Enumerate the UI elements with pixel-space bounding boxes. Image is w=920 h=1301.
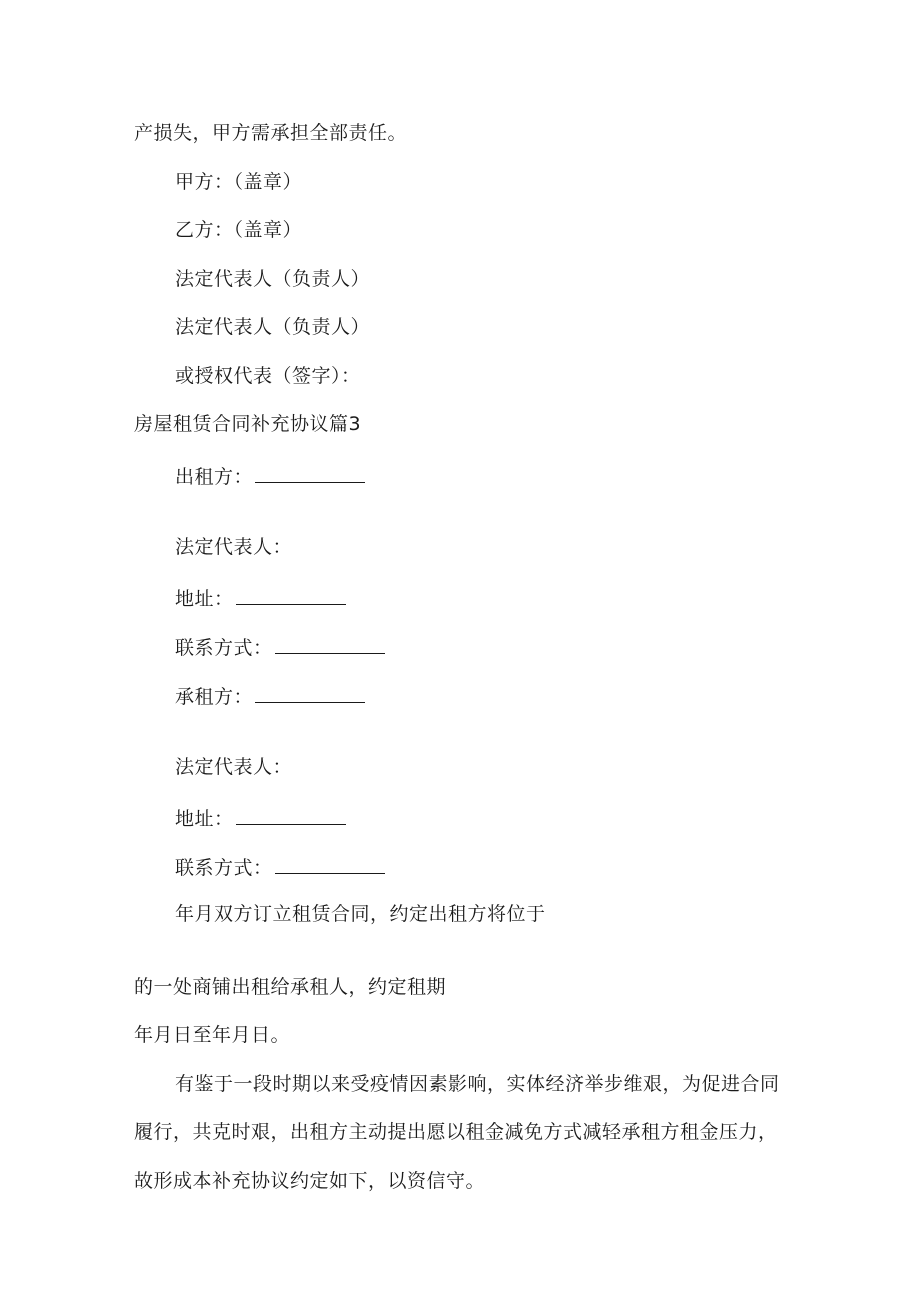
lessor-address-label: 地址： — [175, 588, 234, 610]
authorized-rep-line: 或授权代表（签字）： — [175, 365, 361, 387]
lessee-address-label: 地址： — [175, 808, 234, 830]
lessee-field — [175, 682, 365, 709]
lessor-label: 出租方： — [175, 466, 254, 488]
lessor-address-field — [175, 584, 346, 611]
lessee-contact-field — [175, 853, 385, 880]
lessor-contact-field — [175, 633, 385, 660]
paragraph-relief-line-1: 有鉴于一段时期以来受疫情因素影响，实体经济举步维艰，为促进合同 — [175, 1073, 780, 1095]
paragraph-contract-date: 年月双方订立租赁合同，约定出租方将位于 — [175, 903, 546, 925]
lessee-address-field — [175, 804, 346, 831]
paragraph-shop-lease: 的一处商铺出租给承租人，约定租期 — [134, 976, 447, 998]
lessor-contact-blank — [275, 633, 385, 654]
section-heading: 房屋租赁合同补充协议篇3 — [134, 413, 362, 435]
lessee-label: 承租方： — [175, 686, 254, 708]
text-line-liability: 产损失，甲方需承担全部责任。 — [134, 122, 408, 144]
lessee-legal-rep: 法定代表人： — [175, 756, 293, 778]
paragraph-relief-line-3: 故形成本补充协议约定如下，以资信守。 — [134, 1170, 486, 1192]
party-b-seal: 乙方：（盖章） — [175, 219, 303, 241]
paragraph-relief-line-2: 履行，共克时艰，出租方主动提出愿以租金减免方式减轻承租方租金压力， — [134, 1121, 778, 1143]
lessor-blank — [255, 462, 365, 483]
legal-rep-line-2: 法定代表人（负责人） — [175, 316, 371, 338]
lessor-address-blank — [236, 584, 346, 605]
lessee-contact-label: 联系方式： — [175, 857, 273, 879]
lessee-contact-blank — [275, 853, 385, 874]
lessor-contact-label: 联系方式： — [175, 637, 273, 659]
lessee-blank — [255, 682, 365, 703]
paragraph-lease-term: 年月日至年月日。 — [134, 1024, 291, 1046]
lessor-field — [175, 462, 365, 489]
legal-rep-line-1: 法定代表人（负责人） — [175, 268, 371, 290]
lessee-address-blank — [236, 804, 346, 825]
lessor-legal-rep: 法定代表人： — [175, 536, 293, 558]
party-a-seal: 甲方：（盖章） — [175, 171, 303, 193]
